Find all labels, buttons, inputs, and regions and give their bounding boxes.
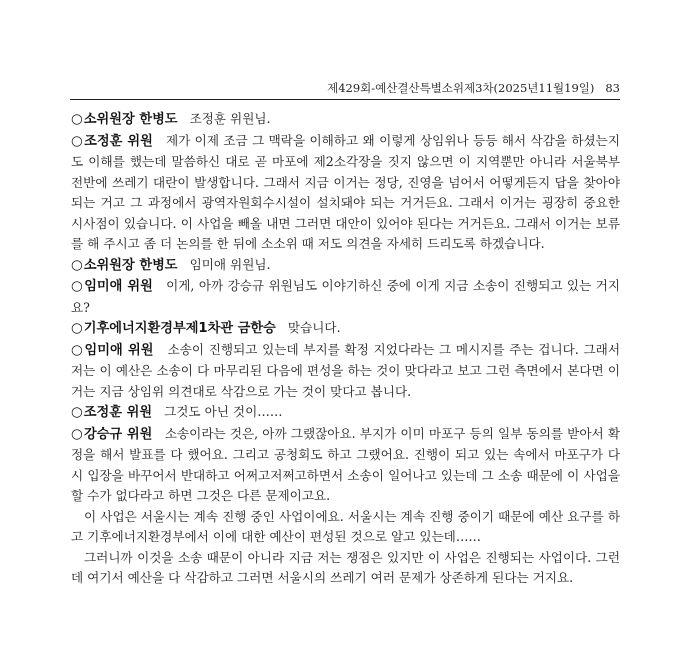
transcript-body [71, 109, 620, 589]
speaker-marker: ○ [71, 320, 83, 336]
speaker-marker: ○ [71, 132, 84, 149]
speaker-name: 소위원장 한병도 [83, 257, 178, 273]
speaker-name: 임미애 위원 [84, 279, 153, 294]
statement-text: 이게, 아까 강승규 위원님도 이야기하신 중에 이게 지금 소송이 진행되고 있는 거지요? [71, 278, 620, 315]
statement [71, 109, 620, 131]
speaker-marker: ○ [71, 425, 83, 442]
statement [71, 276, 620, 318]
page-header [70, 81, 620, 95]
speaker-marker: ○ [71, 111, 83, 127]
speaker-marker: ○ [71, 404, 83, 420]
statement-text: 그것도 아닌 것이…… [164, 404, 283, 419]
statement-text: 이 사업은 서울시는 계속 진행 중인 사업이에요. 서울시는 계속 진행 중이기 때문에 예산 요구를 하고 기후에너지환경부에서 이에 대한 예산이 편성된 것으로 알고 있는데…… [71, 508, 620, 544]
continuation-paragraph [71, 507, 620, 548]
statement-text: 그러니까 이것을 소송 때문이 아니라 지금 저는 쟁점은 있지만 이 사업은 진행되는 사업이다. 그런데 여기서 예산을 다 삭감하고 그러면 서울시의 쓰레기 여러 문제가 상존하게 된다는 거지요. [71, 549, 620, 585]
speaker-marker: ○ [71, 341, 84, 358]
speaker-name: 조정훈 위원 [84, 133, 153, 149]
page-number: 83 [605, 81, 620, 95]
speaker-name: 강승규 위원 [83, 426, 153, 442]
speaker-name: 기후에너지환경부제1차관 금한승 [83, 321, 276, 336]
statement [71, 340, 620, 403]
statement-text: 맞습니다. [287, 320, 341, 335]
statement [71, 255, 620, 277]
statement-text: 소송이라는 것은, 아까 그랬잖아요. 부지가 이미 마포구 등의 일부 동의를 받아서 확정을 해서 발표를 다 했어요. 그리고 공청회도 하고 그랬어요. 진행이 되고 있는 속에서 마포구가 다시 입장을 바꾸어서 반대하고 어쩌고저쩌고하면서 소송이 일어나고 있는데 그 소송 때문에 이 사업을 할 수가 없다라고 하면 그것은 다른 문제이고요. [71, 425, 620, 503]
statement [71, 402, 620, 424]
speaker-name: 임미애 위원 [84, 342, 154, 358]
continuation-paragraph [71, 548, 620, 589]
speaker-marker: ○ [71, 256, 83, 273]
statement [71, 318, 620, 340]
statement [71, 131, 620, 255]
speaker-name: 조정훈 위원 [83, 405, 153, 420]
statement-text: 소송이 진행되고 있는데 부지를 확정 지었다라는 그 메시지를 주는 겁니다. 그래서 저는 이 예산은 소송이 다 마무리된 다음에 편성을 하는 것이 맞다라고 보고 그런 측면에서 본다면 이거는 지금 상임위 의견대로 삭감으로 가는 것이 맞다고 봅니다. [71, 341, 620, 399]
header-title: 제429회-예산결산특별소위제3차(2025년11월19일) [327, 81, 595, 95]
statement [71, 424, 620, 507]
statement-text: 임미애 위원님. [189, 256, 271, 272]
speaker-name: 소위원장 한병도 [83, 112, 178, 127]
statement-text: 조정훈 위원님. [189, 111, 271, 126]
statement-text: 제가 이제 조금 그 맥락을 이해하고 왜 이렇게 상임위나 등등 해서 삭감을 하셨는지도 이해를 했는데 말씀하신 대로 곧 마포에 제2소각장을 짓지 않으면 이 지역뿐만 아니라 서울북부 전반에 쓰레기 대란이 발생합니다. 그래서 지금 이거는 정당, 진영을 넘어서 어떻게든지 답을 찾아야 되는 거고 그 과정에서 광역자원회수시설이 설치돼야 되는 거거든요. 그래서 이거는 굉장히 중요한 시사점이 있습니다. 이 사업을 빼올 내면 그러면 대안이 있어야 된다는 거거든요. 그래서 이거는 보류를 해 주시고 좀 더 논의를 한 뒤에 소소위 때 저도 의견을 자세히 드리도록 하겠습니다. [71, 132, 620, 251]
speaker-marker: ○ [71, 278, 84, 294]
header-rule [70, 99, 620, 100]
